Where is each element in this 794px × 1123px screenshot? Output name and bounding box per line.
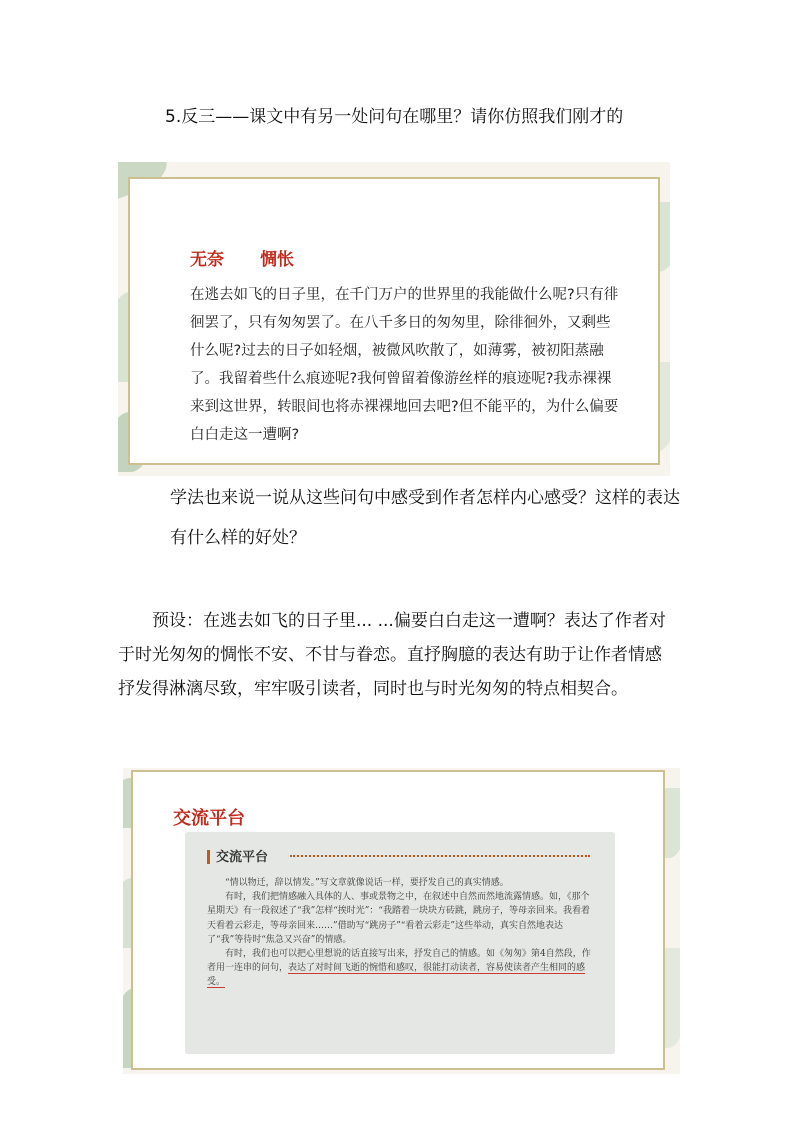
photo-header-text: 交流平台 xyxy=(216,850,269,865)
underlined-text: 表达了对时间飞逝的惋惜和感叹，很能打动读者，容易使读者产生相同的感受。 xyxy=(207,963,586,988)
photo-paragraph xyxy=(207,947,597,990)
paragraph-answer: 预设：在逃去如飞的日子里... ...偏要白白走这一遭啊？表达了作者对于时光匆匆的惆怅不安、不甘与眷恋。直抒胸臆的表达有助于让作者情感抒发得淋漓尽致，牢牢吸引读者，同时也与时光匆匆的特点相契合。 xyxy=(118,611,666,699)
slide-quote xyxy=(118,162,670,476)
dotted-line xyxy=(290,855,590,857)
paragraph-instruction: 5.反三——课文中有另一处问句在哪里？请你仿照我们刚才的 xyxy=(165,107,624,127)
photo-paragraph: 有时，我们把情感融入具体的人、事或景物之中，在叙述中自然而然地流露情感。如，《那个星期天》有一段叙述了“我”怎样“挨时光”：“我踏着一块块方砖跳，跳房子，等母亲回来。我看着天看着云彩走，等母亲回来……”借助写“跳房子”“看着云彩走”这些举动，真实自然地表达了“我”等待时“焦急又兴奋”的情感。 xyxy=(207,892,591,945)
quote-text: 在逃去如飞的日子里，在千门万户的世界里的我能做什么呢?只有徘徊罢了，只有匆匆罢了。在八千多日的匆匆里，除徘徊外，又剩些什么呢?过去的日子如轻烟，被微风吹散了，如薄雾，被初阳蒸融了。我留着些什么痕迹呢?我何曾留着像游丝样的痕迹呢?我赤裸裸来到这世界，转眼间也将赤裸裸地回去吧?但不能平的，为什么偏要白白走这一遭啊? xyxy=(190,287,619,443)
photo-header xyxy=(185,846,615,868)
slide-title-left: 无奈 xyxy=(190,250,224,270)
textbook-photo xyxy=(185,832,615,1054)
slide-exchange-platform xyxy=(123,768,680,1074)
paragraph-question: 学法也来说一说从这些问句中感受到作者怎样内心感受？这样的表达有什么样的好处？ xyxy=(170,488,680,548)
photo-text xyxy=(207,876,597,990)
photo-text-segment: 有时，我们也可以把心里想说的话直接写出来，抒发自己的情感。如《匆匆》第4自然段，作者用一连串的问句， xyxy=(207,949,591,974)
header-bar xyxy=(207,850,210,864)
photo-paragraph: “情以物迁，辞以情发。”写文章就像说话一样，要抒发自己的真实情感。 xyxy=(225,878,509,888)
slide-frame xyxy=(131,770,665,1070)
slide-frame xyxy=(128,177,660,465)
slide-title-right: 惆怅 xyxy=(260,250,294,270)
slide-title: 交流平台 xyxy=(173,808,245,829)
